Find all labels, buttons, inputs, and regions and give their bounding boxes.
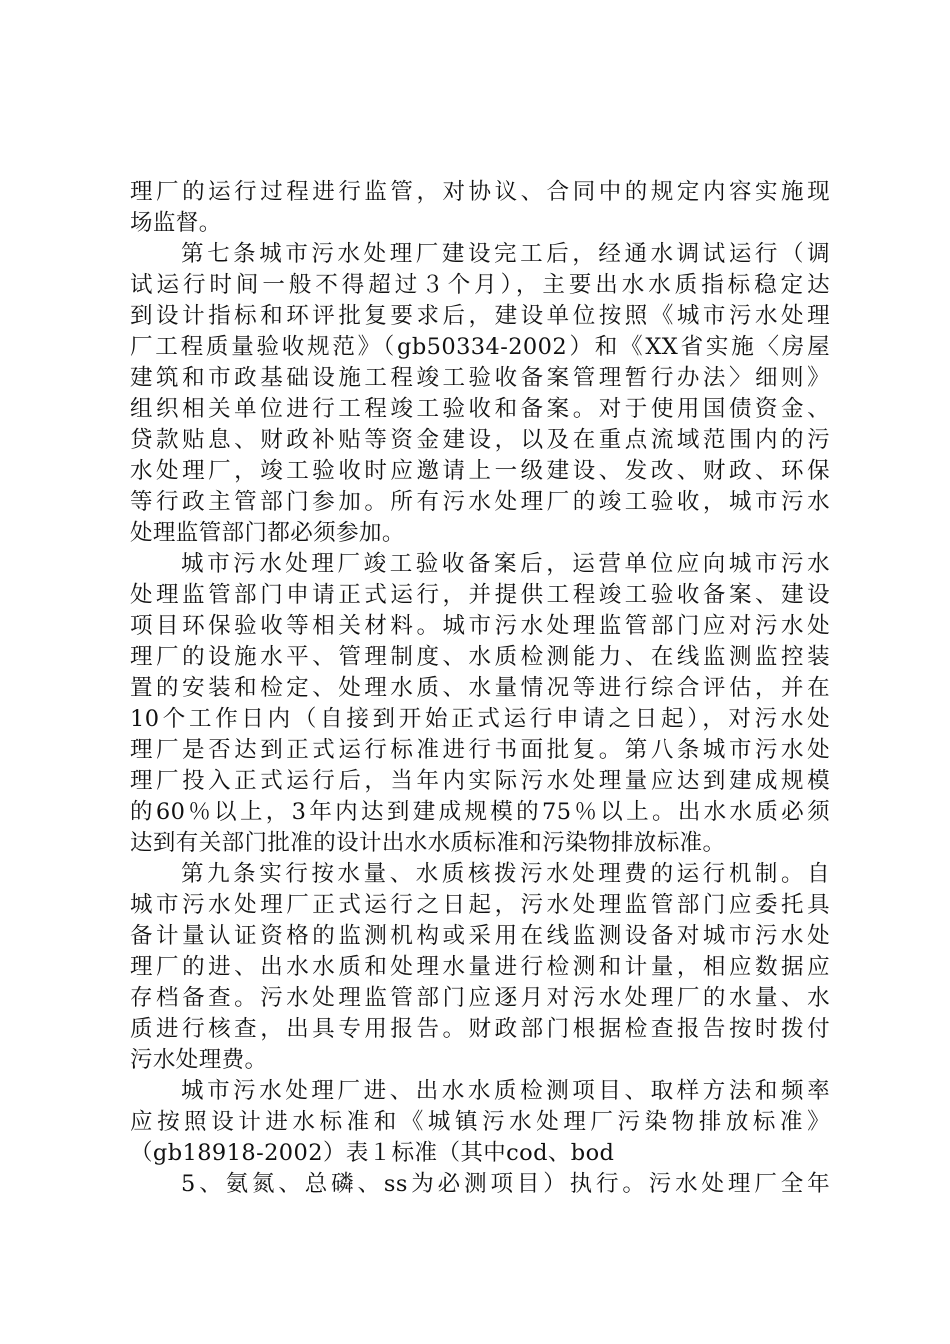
text-line: 贷款贴息、财政补贴等资金建设，以及在重点流域范围内的污 xyxy=(130,427,830,453)
text-line: 厂工程质量验收规范》（gb50334-2002）和《XX省实施〈房屋 xyxy=(130,334,830,360)
text-line: 污水处理费。 xyxy=(130,1047,268,1073)
text-line: 10个工作日内（自接到开始正式运行申请之日起），对污水处 xyxy=(130,706,830,732)
text-line: 水处理厂，竣工验收时应邀请上一级建设、发改、财政、环保 xyxy=(130,458,830,484)
text-line: 场监督。 xyxy=(130,210,222,236)
text-line: （gb18918-2002）表１标准（其中cod、bod xyxy=(130,1140,615,1166)
text-line: 理厂的设施水平、管理制度、水质检测能力、在线监测监控装 xyxy=(130,644,830,670)
text-line: 备计量认证资格的监测机构或采用在线监测设备对城市污水处 xyxy=(130,923,830,949)
paragraph-start-line: 5、氨氮、总磷、ss为必测项目）执行。污水处理厂全年 xyxy=(181,1171,830,1197)
text-line: 应按照设计进水标准和《城镇污水处理厂污染物排放标准》 xyxy=(130,1109,830,1135)
text-line: 置的安装和检定、处理水质、水量情况等进行综合评估，并在 xyxy=(130,675,830,701)
paragraph-start-line: 城市污水处理厂进、出水水质检测项目、取样方法和频率 xyxy=(181,1078,830,1104)
text-line: 项目环保验收等相关材料。城市污水处理监管部门应对污水处 xyxy=(130,613,830,639)
text-line: 理厂的运行过程进行监管，对协议、合同中的规定内容实施现 xyxy=(130,179,830,205)
text-line: 达到有关部门批准的设计出水水质标准和污染物排放标准。 xyxy=(130,830,726,856)
text-line: 组织相关单位进行工程竣工验收和备案。对于使用国债资金、 xyxy=(130,396,830,422)
text-line: 到设计指标和环评批复要求后，建设单位按照《城市污水处理 xyxy=(130,303,830,329)
text-line: 理厂是否达到正式运行标准进行书面批复。第八条城市污水处 xyxy=(130,737,830,763)
text-line: 存档备查。污水处理监管部门应逐月对污水处理厂的水量、水 xyxy=(130,985,830,1011)
text-line: 理厂的进、出水水质和处理水量进行检测和计量，相应数据应 xyxy=(130,954,830,980)
text-line: 城市污水处理厂正式运行之日起，污水处理监管部门应委托具 xyxy=(130,892,830,918)
text-line: 试运行时间一般不得超过３个月），主要出水水质指标稳定达 xyxy=(130,272,830,298)
paragraph-start-line: 第九条实行按水量、水质核拨污水处理费的运行机制。自 xyxy=(181,861,830,887)
text-line: 的60％以上，3年内达到建成规模的75％以上。出水水质必须 xyxy=(130,799,830,825)
text-line: 处理监管部门申请正式运行，并提供工程竣工验收备案、建设 xyxy=(130,582,830,608)
text-line: 质进行核查，出具专用报告。财政部门根据检查报告按时拨付 xyxy=(130,1016,830,1042)
text-line: 理厂投入正式运行后，当年内实际污水处理量应达到建成规模 xyxy=(130,768,830,794)
paragraph-start-line: 城市污水处理厂竣工验收备案后，运营单位应向城市污水 xyxy=(181,551,830,577)
paragraph-start-line: 第七条城市污水处理厂建设完工后，经通水调试运行（调 xyxy=(181,241,830,267)
text-line: 建筑和市政基础设施工程竣工验收备案管理暂行办法〉细则》 xyxy=(130,365,830,391)
text-line: 处理监管部门都必须参加。 xyxy=(130,520,405,546)
text-line: 等行政主管部门参加。所有污水处理厂的竣工验收，城市污水 xyxy=(130,489,830,515)
